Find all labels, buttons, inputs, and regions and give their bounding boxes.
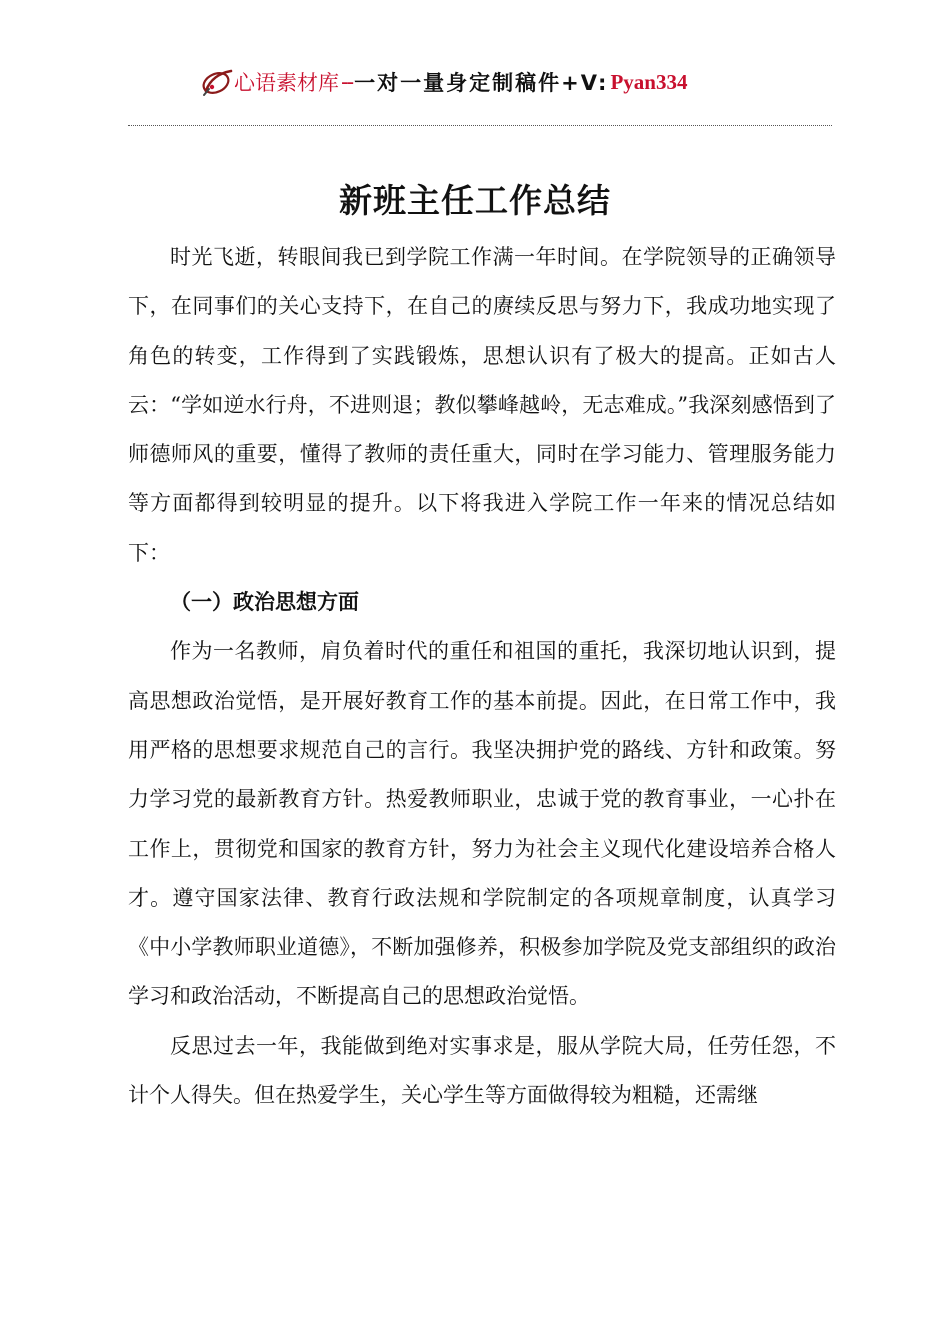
section-heading-political: （一）政治思想方面 xyxy=(170,590,359,615)
document-body xyxy=(128,233,836,1120)
political-paragraph-1: 作为一名教师，肩负着时代的重任和祖国的重托，我深切地认识到，提高思想政治觉悟，是开展好教育工作的基本前提。因此，在日常工作中，我用严格的思想要求规范自己的言行。我坚决拥护党的路线、方针和政策。努力学习党的最新教育方针。热爱教师职业，忠诚于党的教育事业，一心扑在工作上，贯彻党和国家的教育方针，努力为社会主义现代化建设培养合格人才。遵守国家法律、教育行政法规和学院制定的各项规章制度，认真学习《中小学教师职业道德》，不断加强修养，积极参加学院及党支部组织的政治学习和政治活动，不断提高自己的思想政治觉悟。 xyxy=(128,639,836,1009)
header-tagline: 一对一量身定制稿件+V: xyxy=(354,71,609,95)
header-brand: 心语素材库 xyxy=(234,71,339,95)
intro-paragraph: 时光飞逝，转眼间我已到学院工作满一年时间。在学院领导的正确领导下，在同事们的关心支持下，在自己的赓续反思与努力下，我成功地实现了角色的转变，工作得到了实践锻炼，思想认识有了极大的提高。正如古人云：“学如逆水行舟，不进则退；教似攀峰越岭，无志难成。”我深刻感悟到了师德师风的重要，懂得了教师的责任重大，同时在学习能力、管理服务能力等方面都得到较明显的提升。以下将我进入学院工作一年来的情况总结如下： xyxy=(128,245,836,565)
header-divider xyxy=(128,125,832,126)
header-contact: Pyan334 xyxy=(610,69,688,94)
brush-stroke-logo-icon xyxy=(200,65,234,99)
page-header xyxy=(200,60,760,104)
document-title: 新班主任工作总结 xyxy=(339,181,611,220)
political-paragraph-2: 反思过去一年，我能做到绝对实事求是，服从学院大局，任劳任怨，不计个人得失。但在热爱学生，关心学生等方面做得较为粗糙，还需继 xyxy=(128,1033,836,1108)
header-separator: -- xyxy=(341,70,353,94)
